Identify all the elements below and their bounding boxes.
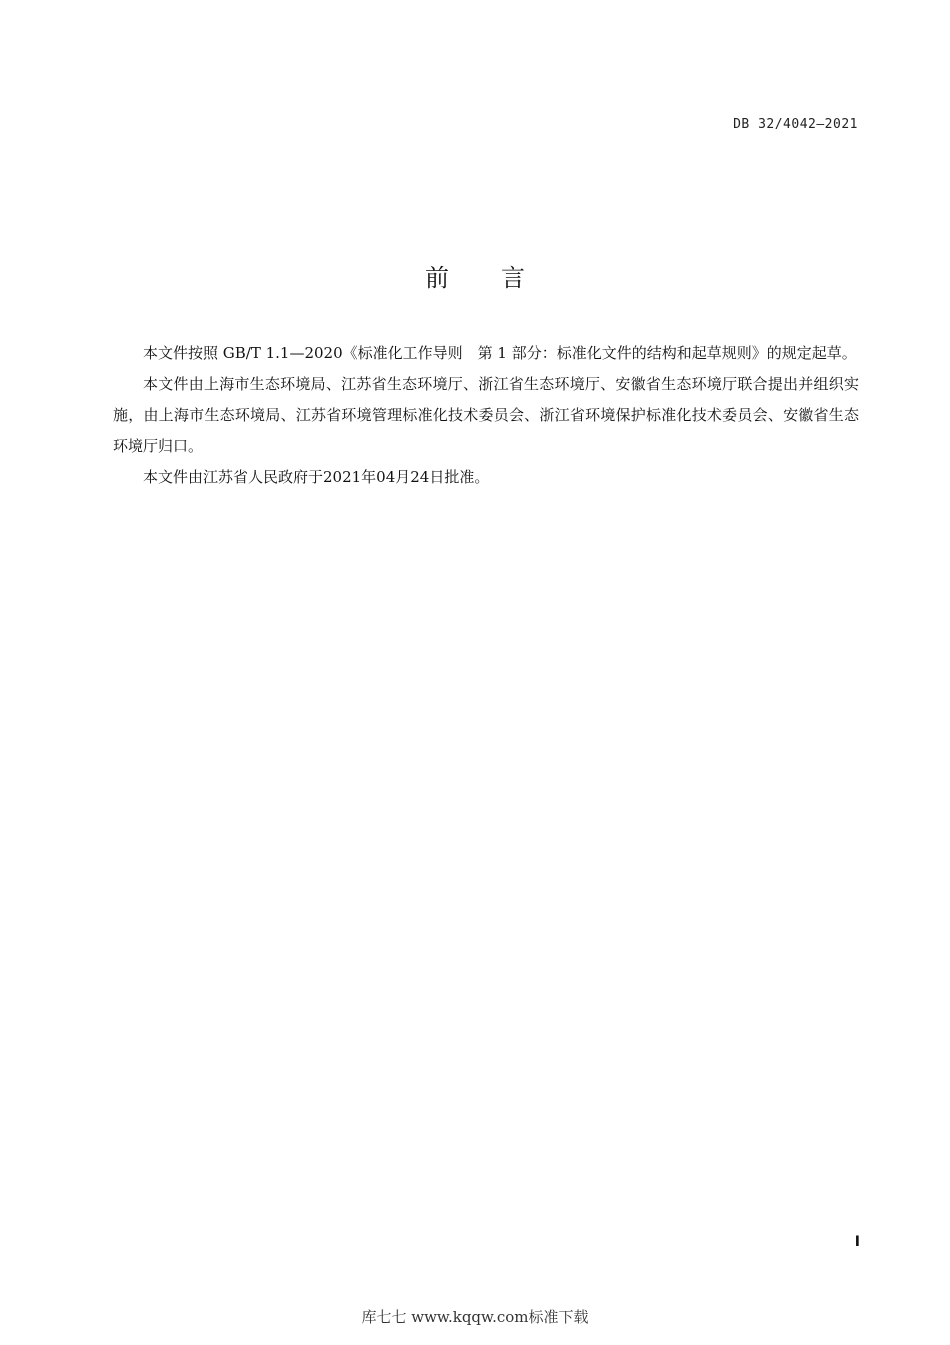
paragraph-approval: 本文件由江苏省人民政府于2021年04月24日批准。 — [143, 468, 490, 486]
page-number: I — [854, 1234, 860, 1250]
title-char-1: 前 — [425, 264, 449, 292]
paragraph-drafting-rules: 本文件按照 GB/T 1.1—2020《标准化工作导则 第 1 部分：标准化文件的结构和起草规则》的规定起草。 — [143, 344, 857, 362]
foreword-body — [113, 338, 859, 493]
paragraph-proposers: 本文件由上海市生态环境局、江苏省生态环境厅、浙江省生态环境厅、安徽省生态环境厅联合提出并组织实施，由上海市生态环境局、江苏省环境管理标准化技术委员会、浙江省环境保护标准化技术委员会、安徽省生态环境厅归口。 — [113, 375, 859, 455]
document-code: DB 32/4042—2021 — [733, 117, 858, 132]
footer-watermark: 库七七 www.kqqw.com标准下载 — [361, 1308, 589, 1326]
title-char-2: 言 — [501, 264, 525, 292]
page-title — [0, 258, 950, 293]
